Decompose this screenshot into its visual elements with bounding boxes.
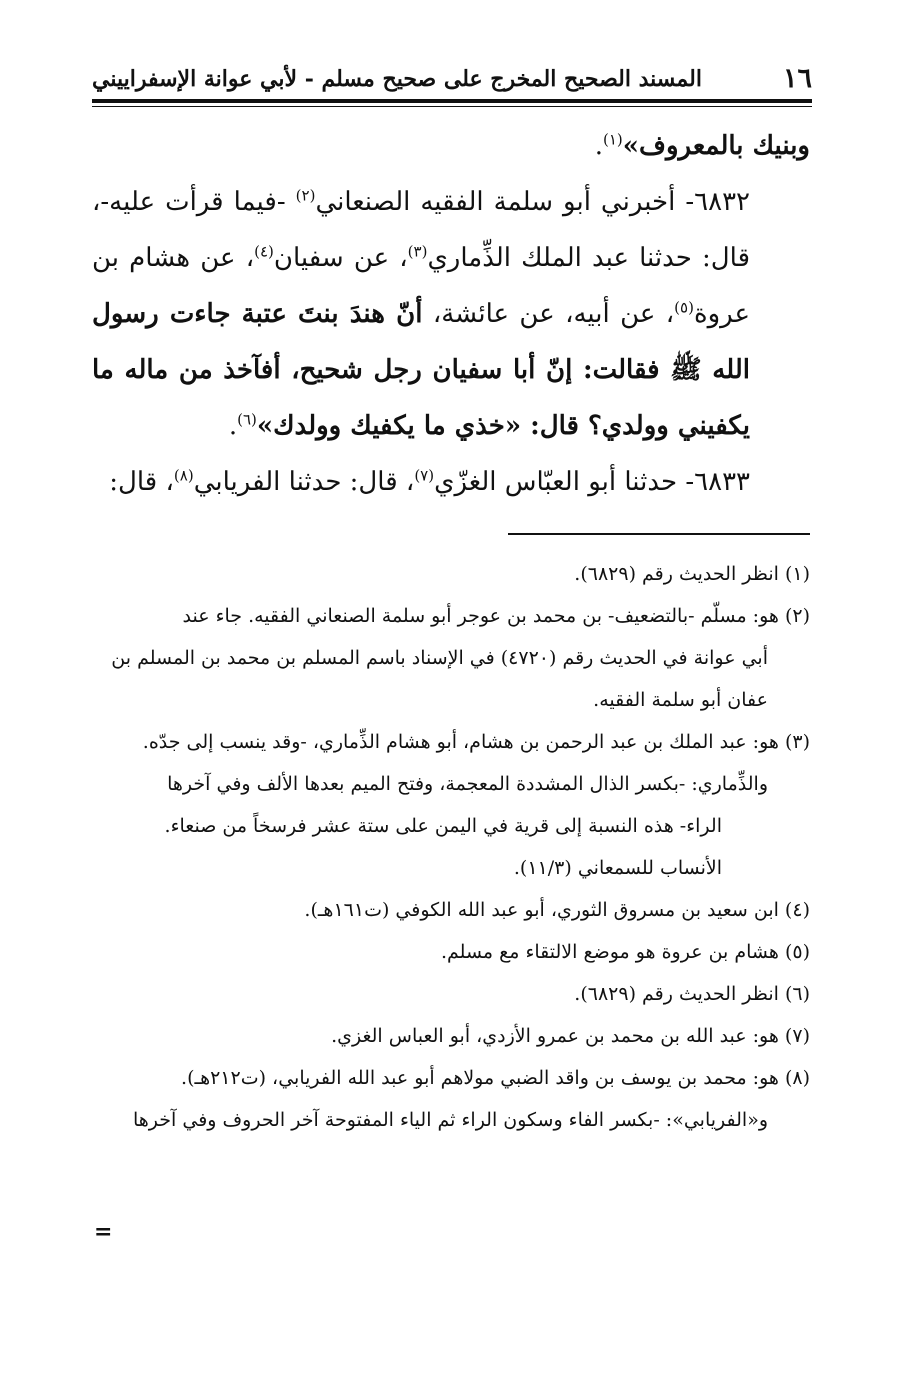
period: . — [594, 131, 603, 161]
footnote-8-sub: و«الفريابي»: -بكسر الفاء وسكون الراء ثم الياء المفتوحة آخر الحروف وفي آخرها — [133, 1109, 768, 1131]
footnote-2-cont-2: عفان أبو سلمة الفقيه. — [593, 689, 768, 711]
footnote-3-source: الأنساب للسمعاني (١١/٣). — [513, 857, 722, 879]
hadith-6832-matn: أنّ هندَ بنتَ عتبة جاءت رسول الله ﷺ فقالت: إنّ أبا سفيان رجل شحيح، أفآخذ من ماله ما يكفيني وولدي؟ قال: «خذي ما يكفيك وولدك» — [92, 299, 750, 441]
hadith-6832-isnad-2: -فيما قرأت عليه-، قال: حدثنا عبد الملك الذِّماري — [92, 187, 751, 273]
footnotes — [92, 553, 810, 1141]
footnote-3-sub-cont: الراء- هذه النسبة إلى قرية في اليمن على ستة عشر فرسخاً من صنعاء. — [164, 815, 722, 837]
footnote-2: (٢) هو: مسلّم -بالتضعيف- بن محمد بن عوجر أبو سلمة الصنعاني الفقيه. جاء عند — [182, 605, 810, 627]
page-number: ١٦ — [782, 63, 812, 94]
main-text — [92, 118, 810, 510]
footnote-ref-7: (٧) — [414, 466, 435, 485]
footnote-ref-2: (٢) — [295, 186, 316, 205]
hadith-6832-isnad-1: ٦٨٣٢- أخبرني أبو سلمة الفقيه الصنعاني — [315, 187, 750, 217]
period: . — [228, 411, 238, 441]
paragraph-continuation — [92, 118, 810, 174]
header-rule-thick — [92, 99, 812, 103]
footnote-ref-5: (٥) — [674, 298, 694, 317]
footnote-5: (٥) هشام بن عروة هو موضع الالتقاء مع مسلم. — [440, 941, 810, 963]
hadith-6833 — [92, 454, 810, 510]
footnote-ref-3: (٣) — [407, 242, 428, 261]
hadith-6832-isnad-3: ، عن سفيان — [273, 243, 408, 273]
hadith-6833-isnad-2: ، قال: حدثنا الفريابي — [193, 467, 415, 497]
hadith-6832-isnad-5: ، عن أبيه، عن عائشة، — [422, 299, 675, 329]
continued-quote: وبنيك بالمعروف» — [622, 131, 810, 161]
footnote-ref-1: (١) — [603, 130, 623, 149]
hadith-6833-isnad-1: ٦٨٣٣- حدثنا أبو العبّاس الغزّي — [434, 467, 750, 497]
footnote-separator — [508, 533, 810, 535]
footnote-4: (٤) ابن سعيد بن مسروق الثوري، أبو عبد الله الكوفي (ت١٦١هـ). — [304, 899, 810, 921]
footnote-6: (٦) انظر الحديث رقم (٦٨٢٩). — [574, 983, 810, 1005]
hadith-6832-isnad-4: ، عن هشام بن عروة — [92, 243, 750, 329]
footnote-7: (٧) هو: عبد الله بن محمد بن عمرو الأزدي، أبو العباس الغزي. — [331, 1025, 810, 1047]
footnote-3: (٣) هو: عبد الملك بن عبد الرحمن بن هشام، أبو هشام الذِّماري، -وقد ينسب إلى جدّه. — [142, 731, 810, 753]
footnote-2-cont-1: أبي عوانة في الحديث رقم (٤٧٢٠) في الإسناد باسم المسلم بن محمد بن المسلم بن — [111, 647, 768, 669]
hadith-6832 — [92, 174, 810, 454]
footnote-ref-8: (٨) — [173, 466, 194, 485]
continuation-mark: = — [94, 1219, 113, 1245]
footnote-ref-4: (٤) — [254, 242, 274, 261]
footnote-3-sub: والذِّماري: -بكسر الذال المشددة المعجمة، وفتح الميم بعدها الألف وفي آخرها — [167, 773, 768, 795]
page-header — [92, 62, 812, 96]
running-title: المسند الصحيح المخرج على صحيح مسلم - لأبي عوانة الإسفراييني — [92, 66, 702, 92]
footnote-8: (٨) هو: محمد بن يوسف بن واقد الضبي مولاهم أبو عبد الله الفريابي، (ت٢١٢هـ). — [181, 1067, 810, 1089]
header-rule-thin — [92, 106, 812, 107]
footnote-ref-6: (٦) — [237, 410, 257, 429]
hadith-6833-isnad-3: ، قال: — [109, 467, 174, 497]
footnote-1: (١) انظر الحديث رقم (٦٨٢٩). — [574, 563, 810, 585]
